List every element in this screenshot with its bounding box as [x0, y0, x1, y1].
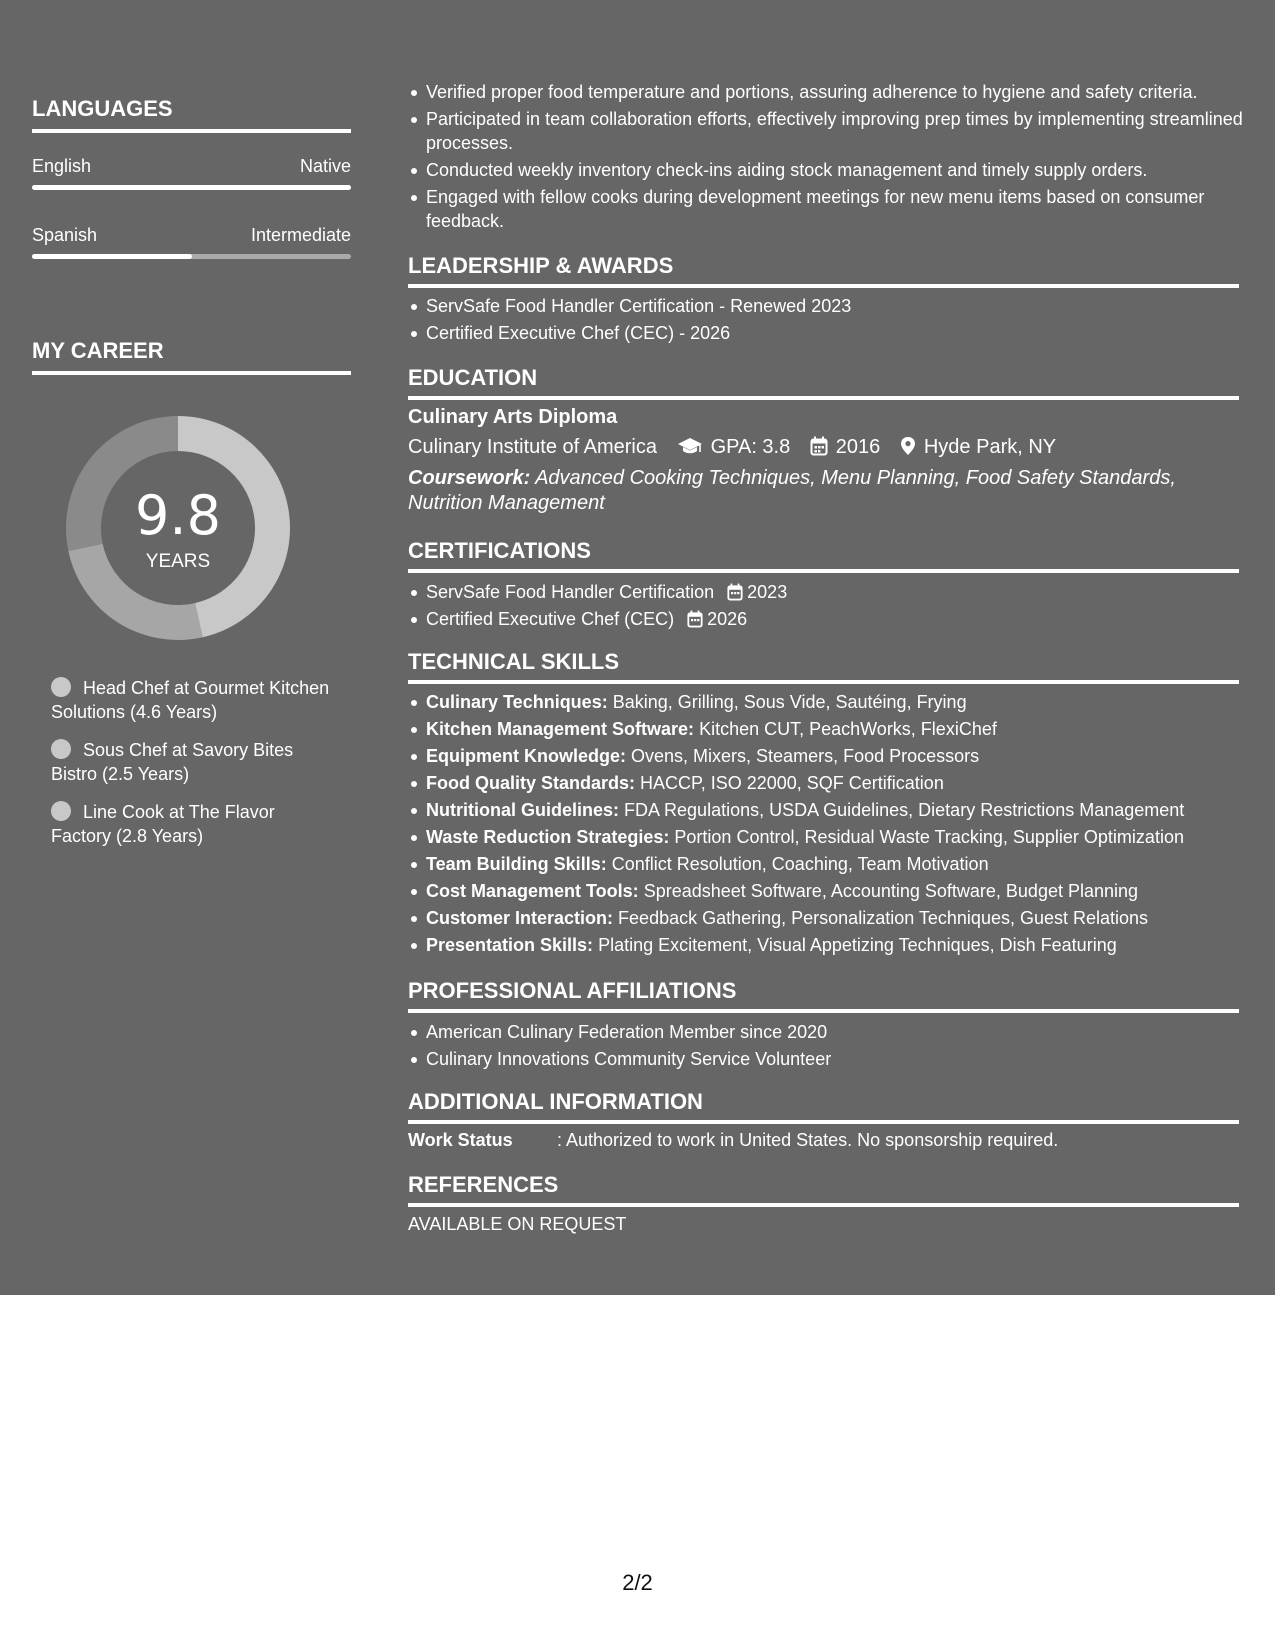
career-heading: MY CAREER — [32, 338, 351, 375]
skill-values: Plating Excitement, Visual Appetizing Techniques, Dish Featuring — [598, 935, 1117, 955]
work-status — [408, 1130, 1058, 1151]
career-total-unit: YEARS — [145, 551, 211, 572]
language-proficiency-fill — [32, 254, 192, 259]
career-total-years: 9.8 — [135, 484, 221, 547]
leadership-list — [408, 294, 1257, 348]
skill-category: Equipment Knowledge: — [426, 746, 626, 766]
list-item — [426, 852, 1257, 876]
graduation-year: 2016 — [835, 436, 881, 458]
technical-skills-list — [408, 690, 1257, 960]
skill-values: Portion Control, Residual Waste Tracking, Supplier Optimization — [674, 827, 1184, 847]
affiliations-list — [408, 1020, 1257, 1074]
list-item — [426, 771, 1257, 795]
work-status-label: Work Status — [408, 1130, 513, 1150]
certification-year: 2026 — [707, 609, 748, 629]
language-level: Intermediate — [250, 225, 351, 245]
work-status-value: : Authorized to work in United States. No sponsorship required. — [557, 1130, 1059, 1150]
coursework — [408, 466, 1208, 516]
list-item — [426, 744, 1257, 768]
certifications-heading: CERTIFICATIONS — [408, 538, 1239, 573]
list-item: ServSafe Food Handler Certification - Renewed 2023 — [426, 294, 1257, 318]
additional-info-heading: ADDITIONAL INFORMATION — [408, 1089, 1239, 1124]
skill-values: Feedback Gathering, Personalization Techniques, Guest Relations — [618, 908, 1149, 928]
legend-dot — [51, 677, 71, 697]
technical-skills-heading: TECHNICAL SKILLS — [408, 649, 1239, 684]
language-proficiency-bar — [32, 254, 351, 259]
language-row — [32, 224, 351, 246]
list-item: Participated in team collaboration efforts, effectively improving prep times by implementing streamlined processes. — [426, 107, 1257, 155]
skill-category: Food Quality Standards: — [426, 773, 636, 793]
list-item: American Culinary Federation Member since 2020 — [426, 1020, 1257, 1044]
coursework-list: Advanced Cooking Techniques, Menu Planning, Food Safety Standards, Nutrition Management — [408, 467, 1176, 514]
list-item — [426, 798, 1257, 822]
skill-category: Team Building Skills: — [426, 854, 607, 874]
career-legend-label: Head Chef at Gourmet Kitchen Solutions (4.6 Years) — [51, 678, 330, 722]
skill-category: Cost Management Tools: — [426, 881, 639, 901]
list-item — [426, 933, 1257, 957]
references-text: AVAILABLE ON REQUEST — [408, 1214, 627, 1234]
list-item — [426, 607, 1257, 631]
affiliations-heading: PROFESSIONAL AFFILIATIONS — [408, 978, 1239, 1013]
school-location: Hyde Park, NY — [923, 436, 1057, 458]
certification-name: Certified Executive Chef (CEC) — [426, 609, 675, 629]
list-item: Culinary Innovations Community Service Volunteer — [426, 1047, 1257, 1071]
skill-category: Kitchen Management Software: — [426, 719, 695, 739]
list-item: Certified Executive Chef (CEC) - 2026 — [426, 321, 1257, 345]
skill-values: Spreadsheet Software, Accounting Software, Budget Planning — [643, 881, 1139, 901]
skill-category: Waste Reduction Strategies: — [426, 827, 670, 847]
calendar-icon — [810, 436, 828, 456]
certification-name: ServSafe Food Handler Certification — [426, 582, 715, 602]
skill-values: Kitchen CUT, PeachWorks, FlexiChef — [699, 719, 997, 739]
experience-bullets — [408, 80, 1257, 236]
career-legend-label: Sous Chef at Savory Bites Bistro (2.5 Years) — [51, 740, 294, 784]
list-item — [426, 825, 1257, 849]
location-pin-icon — [900, 436, 916, 456]
skill-values: Conflict Resolution, Coaching, Team Motivation — [611, 854, 989, 874]
languages-heading: LANGUAGES — [32, 96, 351, 133]
education-details — [408, 436, 1056, 459]
career-legend-label: Line Cook at The Flavor Factory (2.8 Years) — [51, 802, 275, 846]
references-heading: REFERENCES — [408, 1172, 1239, 1207]
language-name: English — [32, 156, 92, 176]
calendar-icon — [687, 610, 703, 628]
legend-dot — [51, 801, 71, 821]
language-name: Spanish — [32, 225, 98, 245]
list-item: Conducted weekly inventory check-ins aiding stock management and timely supply orders. — [426, 158, 1257, 182]
language-row — [32, 155, 351, 177]
gpa: GPA: 3.8 — [710, 436, 791, 458]
skill-values: HACCP, ISO 22000, SQF Certification — [640, 773, 944, 793]
language-proficiency-fill — [32, 185, 351, 190]
language-proficiency-bar — [32, 185, 351, 190]
list-item — [426, 580, 1257, 604]
skill-category: Customer Interaction: — [426, 908, 614, 928]
skill-values: FDA Regulations, USDA Guidelines, Dietary Restrictions Management — [624, 800, 1185, 820]
education-heading: EDUCATION — [408, 365, 1239, 400]
degree-title: Culinary Arts Diploma — [408, 406, 618, 428]
school-name: Culinary Institute of America — [408, 436, 657, 458]
list-item — [426, 906, 1257, 930]
career-legend-item — [51, 676, 331, 724]
legend-dot — [51, 739, 71, 759]
certifications-list — [408, 580, 1257, 634]
career-legend-item — [51, 738, 331, 786]
certification-year: 2023 — [747, 582, 788, 602]
calendar-icon — [727, 583, 743, 601]
skill-category: Presentation Skills: — [426, 935, 594, 955]
list-item — [426, 717, 1257, 741]
language-level: Native — [299, 156, 351, 176]
skill-values: Baking, Grilling, Sous Vide, Sautéing, Frying — [612, 692, 967, 712]
page-number: 2/2 — [622, 1570, 653, 1595]
skill-values: Ovens, Mixers, Steamers, Food Processors — [631, 746, 980, 766]
list-item: Engaged with fellow cooks during development meetings for new menu items based on consumer feedback. — [426, 185, 1257, 233]
career-legend-item — [51, 800, 331, 848]
list-item — [426, 879, 1257, 903]
skill-category: Nutritional Guidelines: — [426, 800, 620, 820]
graduation-cap-icon — [677, 436, 703, 456]
list-item — [426, 690, 1257, 714]
skill-category: Culinary Techniques: — [426, 692, 608, 712]
list-item: Verified proper food temperature and portions, assuring adherence to hygiene and safety criteria. — [426, 80, 1257, 104]
coursework-label: Coursework: — [408, 467, 531, 489]
leadership-heading: LEADERSHIP & AWARDS — [408, 253, 1239, 288]
